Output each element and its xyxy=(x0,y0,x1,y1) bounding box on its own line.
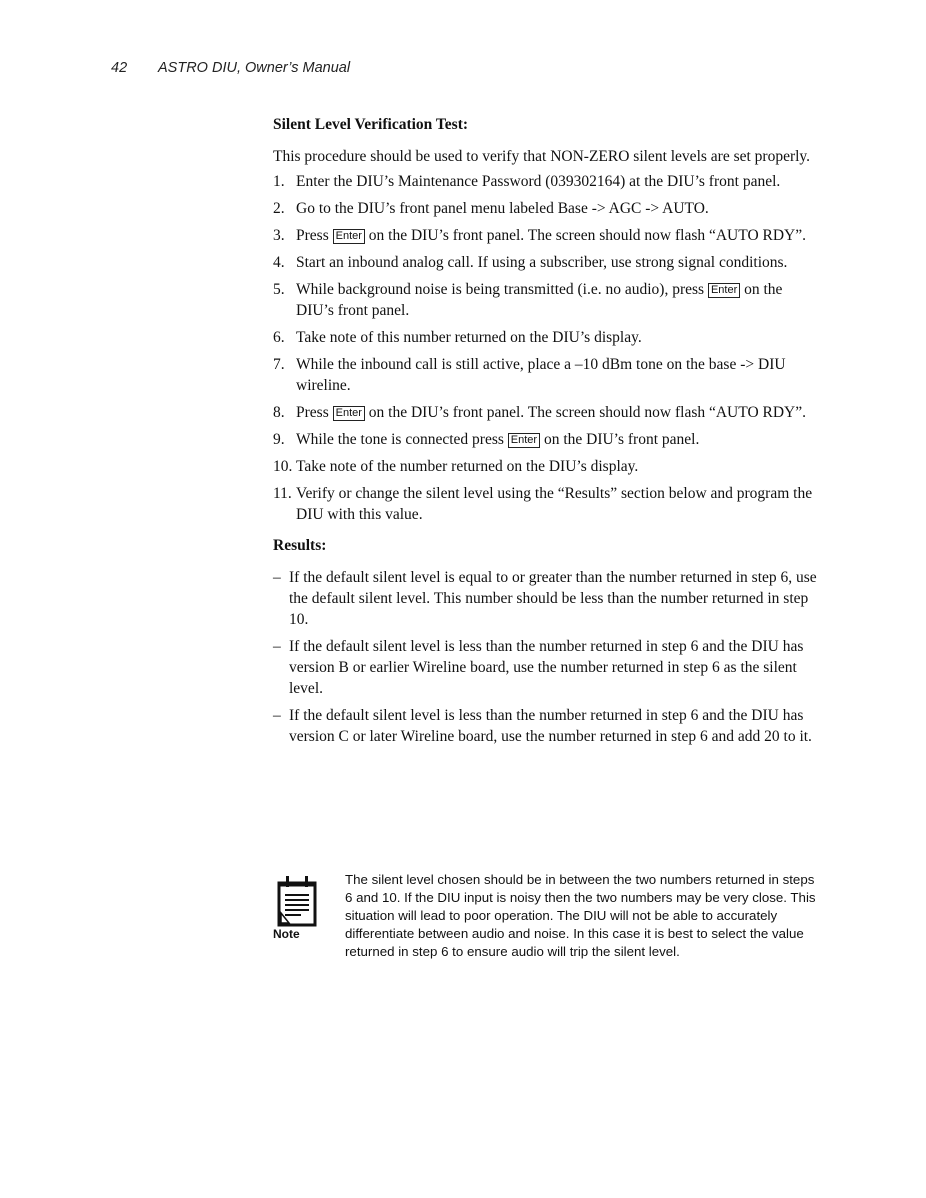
step-text-post: on the DIU’s front panel. The screen should now flash “AUTO RDY”. xyxy=(368,227,806,244)
note-pad-icon xyxy=(277,875,317,927)
step-number: 2. xyxy=(273,200,285,217)
step-item xyxy=(273,225,821,246)
intro-paragraph: This procedure should be used to verify that NON-ZERO silent levels are set properly. xyxy=(273,148,811,165)
step-item xyxy=(273,198,821,219)
result-text: If the default silent level is less than the number returned in step 6 and the DIU has version B or earlier Wireline board, use the number returned in step 6 as the silent level. xyxy=(289,638,804,697)
enter-key-icon: Enter xyxy=(508,433,540,448)
step-text: Start an inbound analog call. If using a subscriber, use strong signal conditions. xyxy=(296,254,788,271)
dash-bullet: – xyxy=(273,638,281,655)
result-item xyxy=(273,705,821,747)
step-text: Take note of the number returned on the DIU’s display. xyxy=(296,458,639,475)
step-number: 5. xyxy=(273,281,285,298)
step-text: Verify or change the silent level using the “Results” section below and program the DIU with this value. xyxy=(296,485,813,523)
step-text-pre: Press xyxy=(296,227,329,244)
step-item xyxy=(273,279,821,321)
step-number: 3. xyxy=(273,227,285,244)
step-text-pre: While background noise is being transmitted (i.e. no audio), press xyxy=(296,281,705,298)
step-item xyxy=(273,327,821,348)
step-text: Enter the DIU’s Maintenance Password (039302164) at the DIU’s front panel. xyxy=(296,173,781,190)
results-list xyxy=(273,567,821,747)
step-number: 9. xyxy=(273,431,285,448)
step-text-post: on the DIU’s front panel. xyxy=(296,281,783,319)
step-text-post: on the DIU’s front panel. The screen should now flash “AUTO RDY”. xyxy=(368,404,806,421)
step-number: 1. xyxy=(273,173,285,190)
enter-key-icon: Enter xyxy=(333,406,365,421)
step-item xyxy=(273,402,821,423)
running-title: ASTRO DIU, Owner’s Manual xyxy=(158,60,351,76)
step-number: 8. xyxy=(273,404,285,421)
dash-bullet: – xyxy=(273,569,281,586)
note-label: Note xyxy=(273,927,300,941)
step-item xyxy=(273,429,821,450)
step-number: 11. xyxy=(273,485,292,502)
step-number: 10. xyxy=(273,458,293,475)
step-text-post: on the DIU’s front panel. xyxy=(543,431,700,448)
step-item xyxy=(273,354,821,396)
step-text: Go to the DIU’s front panel menu labeled Base -> AGC -> AUTO. xyxy=(296,200,709,217)
result-item xyxy=(273,636,821,699)
note-text: The silent level chosen should be in between the two numbers returned in steps 6 and 10. If the DIU input is noisy then the two numbers may be very close. This situation will lead to poor operation. The DIU will not be able to accurately differentiate between audio and noise. In this case it is best to select the value returned in step 6 to ensure audio will trip the silent level. xyxy=(345,872,816,959)
procedure-steps xyxy=(273,171,821,525)
step-text-pre: Press xyxy=(296,404,329,421)
step-item xyxy=(273,483,821,525)
enter-key-icon: Enter xyxy=(708,283,740,298)
step-text: Take note of this number returned on the DIU’s display. xyxy=(296,329,642,346)
step-item xyxy=(273,456,821,477)
dash-bullet: – xyxy=(273,707,281,724)
step-number: 4. xyxy=(273,254,285,271)
section-title: Silent Level Verification Test: xyxy=(273,116,469,133)
step-number: 7. xyxy=(273,356,285,373)
results-title: Results: xyxy=(273,537,327,554)
step-text-pre: While the tone is connected press xyxy=(296,431,504,448)
main-content xyxy=(273,114,821,753)
page-header xyxy=(111,60,350,76)
step-text: While the inbound call is still active, place a –10 dBm tone on the base -> DIU wireline. xyxy=(296,356,786,394)
result-text: If the default silent level is equal to or greater than the number returned in step 6, use the default silent level. This number should be less than the number returned in step 10. xyxy=(289,569,817,628)
page-number: 42 xyxy=(111,60,128,76)
result-text: If the default silent level is less than the number returned in step 6 and the DIU has version C or later Wireline board, use the number returned in step 6 and add 20 to it. xyxy=(289,707,812,745)
enter-key-icon: Enter xyxy=(333,229,365,244)
step-item xyxy=(273,252,821,273)
result-item xyxy=(273,567,821,630)
step-number: 6. xyxy=(273,329,285,346)
step-item xyxy=(273,171,821,192)
